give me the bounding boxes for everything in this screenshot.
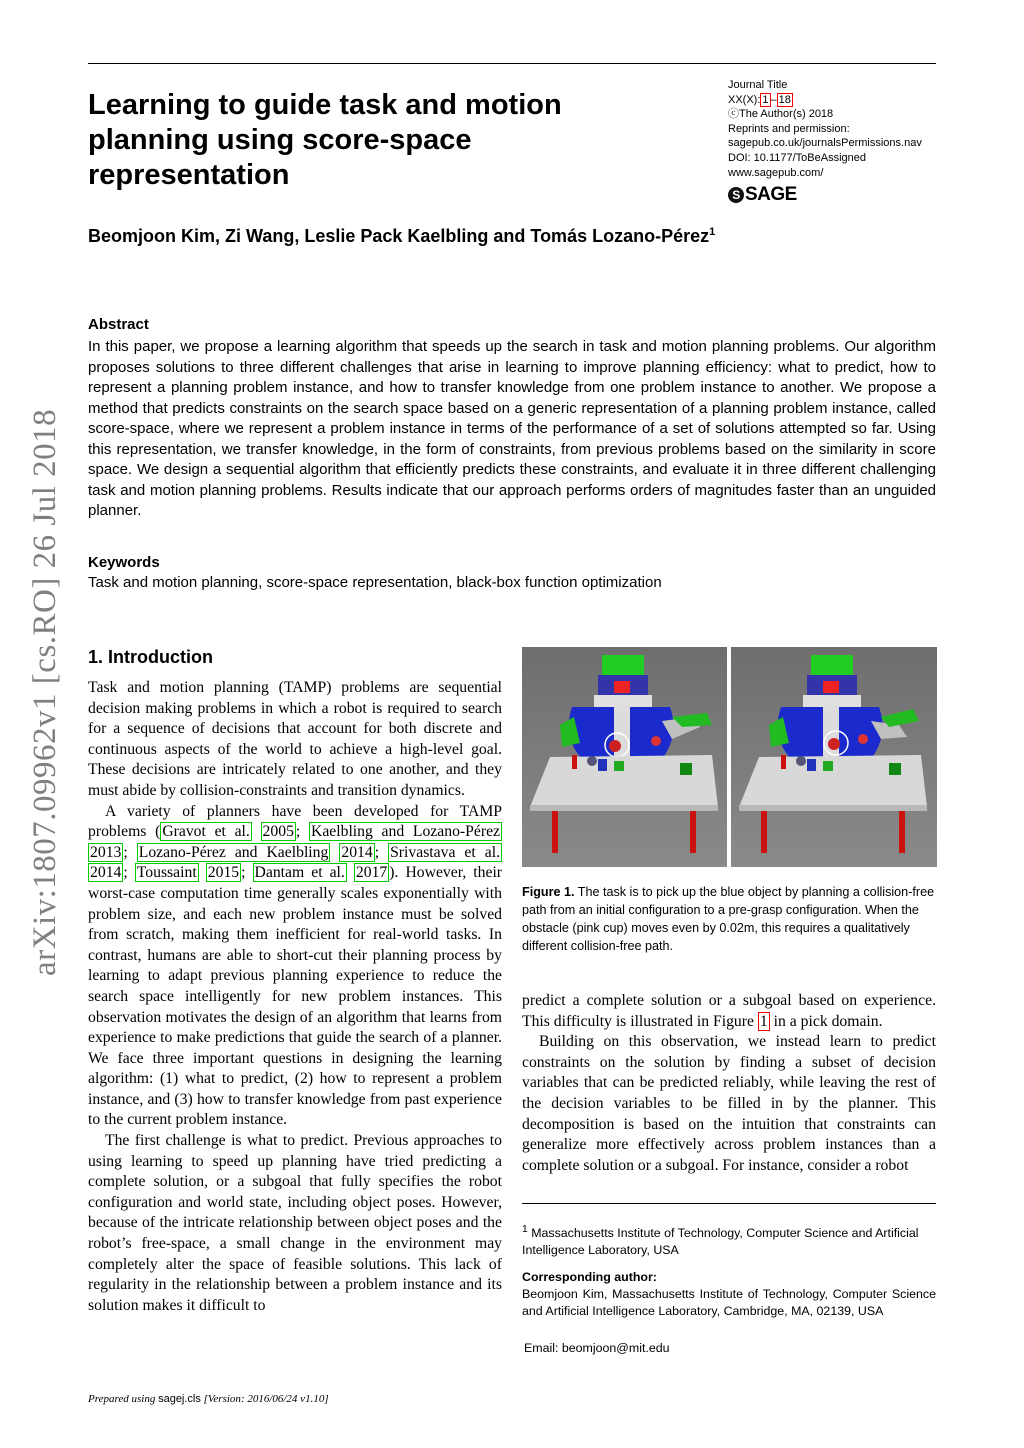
authors bbox=[88, 226, 715, 247]
intro-paragraph-1: Task and motion planning (TAMP) problems are sequential decision making problems in which a robot is required to search for a sequence of decisions that account for both discrete and continuous aspects of the world to achieve a high-level goal. These decisions are intricately related to one another, and they must abide by collision-constraints and transition dynamics. bbox=[88, 679, 502, 799]
corresponding-author-text: Beomjoon Kim, Massachusetts Institute of Technology, Computer Science and Artificial Intelligence Laboratory, Cambridge, MA, 02139, USA bbox=[522, 1287, 936, 1318]
citation-author[interactable]: Srivastava et al. bbox=[390, 843, 500, 861]
journal-doi: DOI: 10.1177/ToBeAssigned bbox=[728, 151, 866, 164]
section-heading-introduction: 1. Introduction bbox=[88, 647, 213, 667]
prepared-using-line bbox=[88, 1393, 329, 1405]
footnote-rule bbox=[522, 1203, 936, 1204]
prepared-prefix: Prepared using bbox=[88, 1393, 159, 1405]
citation-author[interactable]: Toussaint bbox=[136, 864, 197, 882]
intro-right-paragraph-2: Building on this observation, we instead learn to predict constraints on the solution by finding a subset of decision variables that can be predicted reliably, while leaving the rest of the decision variables to be filled in by the planner. This decomposition is based on the intuition that constraints can generalize more effectively across problem instances than a complete solution or a subgoal. For instance, consider a robot bbox=[522, 1033, 936, 1174]
page-start-link[interactable]: 1 bbox=[762, 93, 769, 106]
intro-left-column bbox=[88, 678, 502, 1316]
right-p1-end: in a pick domain. bbox=[769, 1012, 883, 1030]
citation-year[interactable]: 2014 bbox=[341, 843, 373, 861]
intro-right-column bbox=[522, 991, 936, 1176]
citation-year[interactable]: 2013 bbox=[90, 843, 122, 861]
arxiv-stamp: arXiv:1807.09962v1 [cs.RO] 26 Jul 2018 bbox=[27, 408, 63, 976]
figure-panel-left bbox=[522, 647, 727, 867]
journal-reprints-url: sagepub.co.uk/journalsPermissions.nav bbox=[728, 137, 922, 150]
citation-year[interactable]: 2014 bbox=[90, 864, 122, 882]
journal-info bbox=[728, 78, 948, 180]
citation-gravot[interactable] bbox=[160, 822, 296, 841]
intro-paragraph-3: The first challenge is what to predict. Previous approaches to using learning to speed up planning have tried predicting a complete solution, or a subgoal that fully specifies the robot configuration and world state, including object poses. However, because of the intricate relationship between object poses and the robot’s free-space, a small change in the environment may completely alter the space of feasible solutions. This lack of regularity in the relationship between a problem instance and its solution makes it difficult to bbox=[88, 1132, 502, 1314]
journal-volume-pages bbox=[728, 93, 948, 108]
title-line-3: representation bbox=[88, 159, 290, 191]
citation-year[interactable]: 2015 bbox=[207, 864, 240, 882]
right-p1-start: predict a complete solution or a subgoal based on experience. This difficulty is illustrated in Figure bbox=[522, 992, 936, 1030]
author-names: Beomjoon Kim, Zi Wang, Leslie Pack Kaelbling and Tomás Lozano-Pérez bbox=[88, 226, 710, 246]
corresponding-author-heading: Corresponding author: bbox=[522, 1270, 657, 1284]
intro-p2-end: ). However, their worst-case computation time generally scales exponentially with problem size, and each new problem instance must be solved from scratch, making them inefficient for real-world tasks. In contrast, humans are able to short-cut their planning process by learning to adapt previous planning experience to reduce the search space intelligently for new problem instances. This observation motivates the design of an algorithm that learns from experience to make predictions that guide the search of a planner. We face three important questions in designing the learning algorithm: (1) what to predict, (2) how to represent a problem instance, and (3) how to transfer knowledge from past experience to the current problem instance. bbox=[88, 864, 503, 1129]
keywords-heading: Keywords bbox=[88, 554, 160, 571]
intro-paragraph-2: A variety of planners have been developed for TAMP problems ( Gravot et al. 2005 ; Kaelbling and Lozano-Pérez 2013 ; Lozano-Pérez and Kaelbling 2014 ; Srivastava et al. 2014 ; Toussaint 2015 ; Dantam et al. 2017 ). However, their worst-case computation time generally scales exponentially with problem size, and each new problem instance must be solved from scratch, making them inefficient for real-world tasks. In contrast, humans are able to short-cut their planning process by learning to adapt previous planning experience to reduce the search space intelligently for new problem instances. This observation motivates the design of an algorithm that learns from experience to make predictions that guide the search of a planner. We face three important questions in designing the learning algorithm: (1) what to predict, (2) how to represent a problem instance, and (3) how to transfer knowledge from past experience to the current problem instance. bbox=[88, 802, 503, 1129]
citation-year[interactable]: 2017 bbox=[355, 864, 388, 882]
keywords-text: Task and motion planning, score-space representation, black-box function optimization bbox=[88, 574, 662, 591]
top-rule bbox=[88, 63, 936, 64]
prepared-cls: sagej.cls bbox=[158, 1393, 201, 1405]
citation-dantam[interactable] bbox=[253, 863, 390, 882]
title-line-2: planning using score-space bbox=[88, 124, 472, 156]
sage-s-icon: S bbox=[728, 187, 744, 203]
citation-author[interactable]: Lozano-Pérez and Kaelbling bbox=[138, 843, 329, 861]
author-affiliation-marker: 1 bbox=[709, 226, 716, 238]
citation-toussaint[interactable] bbox=[135, 863, 241, 882]
corresponding-author-email: Email: beomjoon@mit.edu bbox=[524, 1341, 670, 1355]
citation-author[interactable]: Gravot et al. bbox=[162, 823, 250, 841]
citation-lozano-perez[interactable] bbox=[137, 843, 375, 862]
journal-reprints: Reprints and permission: bbox=[728, 122, 850, 135]
abstract-text: In this paper, we propose a learning algorithm that speeds up the search in task and motion planning problems. Our algorithm proposes solutions to three different challenges that arise in learning to improve planning efficiency: what to predict, how to represent a planning problem instance, and how to transfer knowledge from one problem instance to another. We propose a method that predicts constraints on the search space based on a generic representation of a planning problem instance, called score-space, where we represent a problem instance in terms of the performance of a set of solutions attempted so far. Using this representation, we transfer knowledge, in the form of constraints, from previous problems based on the similarity in score space. We design a sequential algorithm that efficiently predicts these constraints, and evaluate it in three different challenging task and motion planning problems. Results indicate that our approach performs orders of magnitudes faster than an unguided planner. bbox=[88, 338, 936, 519]
figure-label: Figure 1. bbox=[522, 885, 575, 899]
abstract-heading: Abstract bbox=[88, 316, 149, 333]
citation-author[interactable]: Dantam et al. bbox=[254, 864, 345, 882]
journal-copyright: ⓒThe Author(s) 2018 bbox=[728, 108, 834, 121]
footnote-marker: 1 bbox=[522, 1224, 528, 1235]
paper-title bbox=[88, 88, 648, 193]
sage-logo bbox=[728, 184, 797, 206]
intro-p2-start: A variety of planners have been developed for TAMP problems ( bbox=[88, 802, 502, 841]
intro-right-paragraph-1 bbox=[522, 991, 936, 1032]
figure-1-image bbox=[522, 647, 937, 867]
citation-year[interactable]: 2005 bbox=[262, 823, 294, 841]
journal-site: www.sagepub.com/ bbox=[728, 166, 824, 179]
page-end-link[interactable]: 18 bbox=[778, 93, 791, 106]
figure-1-reference-link[interactable]: 1 bbox=[759, 1012, 768, 1030]
prepared-suffix: [Version: 2016/06/24 v1.10] bbox=[200, 1393, 329, 1405]
figure-1-caption bbox=[522, 883, 936, 955]
sage-logo-text: SAGE bbox=[745, 184, 797, 205]
page-separator: – bbox=[770, 93, 777, 106]
figure-caption-text: The task is to pick up the blue object by planning a collision-free path from an initial configuration to a pre-grasp configuration. When the obstacle (pink cup) moves even by 0.02m, this requires a qualitatively different collision-free path. bbox=[522, 885, 935, 953]
footnote-affiliation bbox=[522, 1221, 936, 1259]
journal-volume: XX(X): bbox=[728, 93, 761, 106]
citation-author[interactable]: Kaelbling and Lozano-Pérez bbox=[310, 823, 500, 841]
journal-title: Journal Title bbox=[728, 79, 788, 91]
footnote-affiliation-text: Massachusetts Institute of Technology, Computer Science and Artificial Intelligence Laboratory, USA bbox=[522, 1226, 919, 1258]
figure-panel-right bbox=[731, 647, 937, 867]
title-line-1: Learning to guide task and motion bbox=[88, 89, 562, 121]
